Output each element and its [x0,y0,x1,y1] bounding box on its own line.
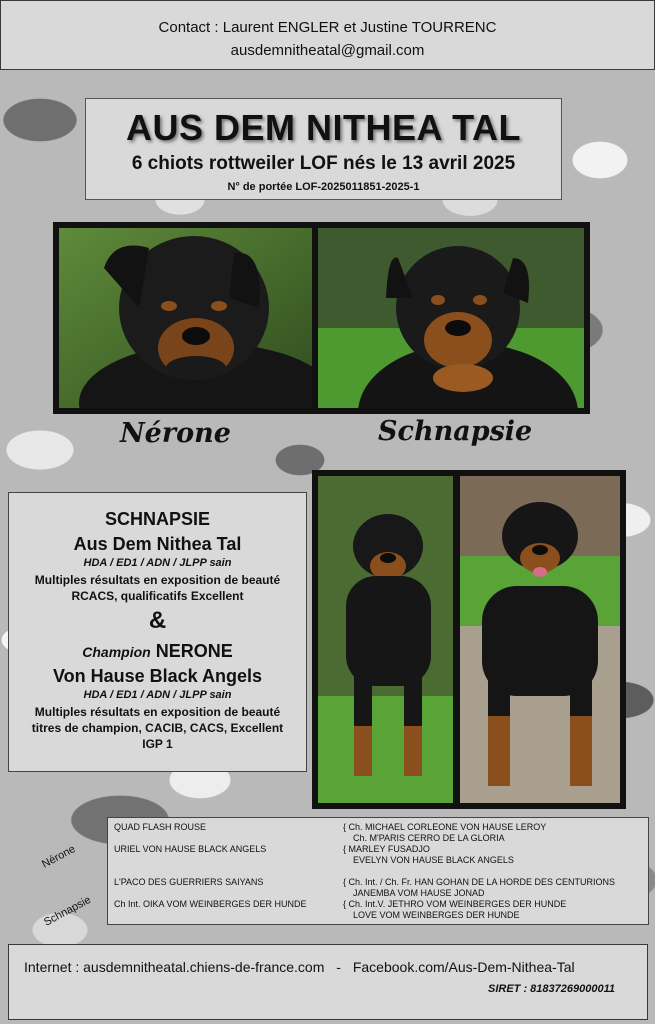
photo-schnapsie-head [318,228,584,408]
dam-name: SCHNAPSIE [104,509,211,529]
pedigree-grandparent: { Ch. Int. / Ch. Fr. HAN GOHAN DE LA HORDE DES CENTURIONS [343,877,616,887]
pedigree-grandparent: { Ch. MICHAEL CORLEONE VON HAUSE LEROY [343,822,547,832]
ampersand: & [148,607,167,634]
litter-announcement: 6 chiots rottweiler LOF nés le 13 avril 2025 [131,153,516,174]
pedigree-side-schnapsie: Schnapsie [42,893,93,929]
footer-separator: - [336,959,341,975]
siret-number: SIRET : 81837269000011 [488,983,615,995]
pedigree-parent: Ch Int. OIKA VOM WEINBERGES DER HUNDE [114,899,307,909]
pedigree-parent: URIEL VON HAUSE BLACK ANGELS [114,844,267,854]
dam-results-2: RCACS, qualificatifs Excellent [71,589,244,603]
sire-health: HDA / ED1 / ADN / JLPP sain [83,689,232,701]
pedigree-grandparent: LOVE VOM WEINBERGES DER HUNDE [353,910,520,920]
sire-kennel: Von Hause Black Angels [52,666,263,686]
pedigree-grandparent: { Ch. Int.V. JETHRO VOM WEINBERGES DER HUNDE [343,899,567,909]
pedigree-side-nerone: Nérone [40,843,78,871]
pedigree-grandparent: EVELYN VON HAUSE BLACK ANGELS [353,855,514,865]
sire-results-1: Multiples résultats en exposition de beauté [34,705,281,719]
rottweiler-standing-icon [318,476,453,803]
pedigree-parent: L'PACO DES GUERRIERS SAIYANS [114,877,264,887]
caption-nerone: Nérone [120,418,231,449]
photo-nerone-standing [460,476,620,803]
dam-health: HDA / ED1 / ADN / JLPP sain [83,557,232,569]
photo-schnapsie-standing [318,476,453,803]
caption-schnapsie: Schnapsie [378,416,533,447]
contact-names: Contact : Laurent ENGLER et Justine TOURRENC [158,19,497,36]
pedigree-grandparent: Ch. M'PARIS CERRO DE LA GLORIA [353,833,505,843]
sire-prefix: Champion [82,644,151,660]
sire-name: NERONE [155,641,233,661]
website-link[interactable]: Internet : ausdemnitheatal.chiens-de-france.com [24,959,325,975]
rottweiler-standing-icon [460,476,620,803]
rottweiler-head-icon [318,228,584,408]
footer-links-line [24,959,575,975]
rottweiler-head-icon [59,228,312,408]
dam-kennel: Aus Dem Nithea Tal [73,534,242,554]
sire-title-line [9,641,306,662]
sire-results-3: IGP 1 [142,737,173,751]
pedigree-grandparent: JANEMBA VOM HAUSE JONAD [353,888,485,898]
litter-number: N° de portée LOF-2025011851-2025-1 [227,181,420,193]
photo-nerone-head [59,228,312,408]
pedigree-parent: QUAD FLASH ROUSE [114,822,207,832]
pedigree-table [107,817,649,925]
title-panel [85,98,562,200]
parents-info-panel [8,492,307,772]
contact-panel [0,0,655,70]
dam-results-1: Multiples résultats en exposition de beauté [34,573,281,587]
sire-results-2: titres de champion, CACIB, CACS, Excellent [31,721,284,735]
footer-panel [8,944,648,1020]
facebook-link[interactable]: Facebook.com/Aus-Dem-Nithea-Tal [352,959,575,975]
contact-email: ausdemnitheatal@gmail.com [230,42,425,59]
pedigree-grandparent: { MARLEY FUSADJO [343,844,430,854]
kennel-title: AUS DEM NITHEA TAL [126,107,521,148]
